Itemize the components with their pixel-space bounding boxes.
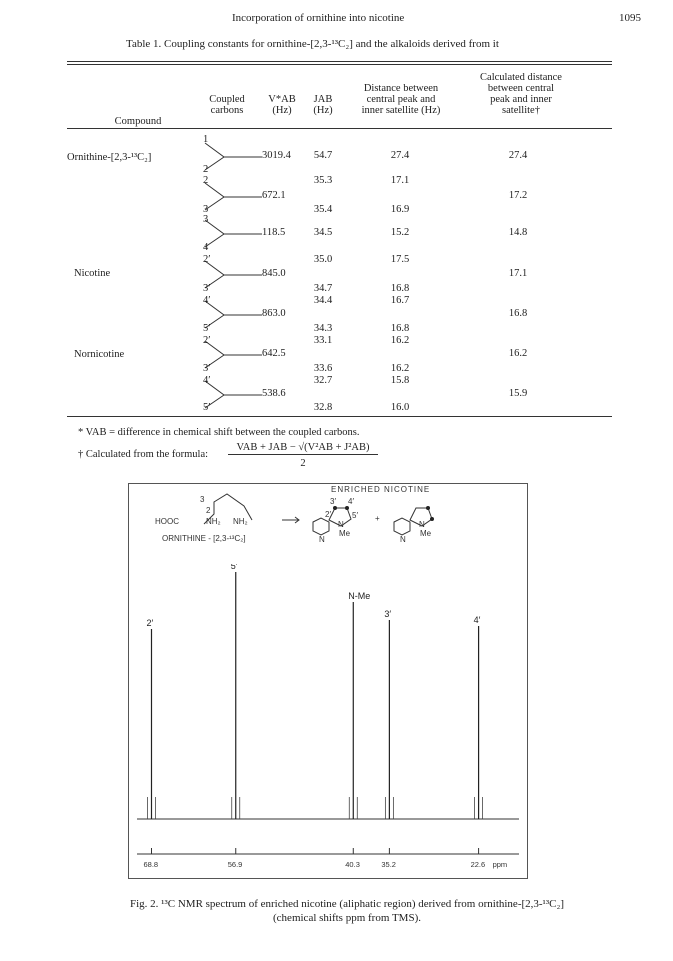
formula-numerator: VAB + JAB − √(V²AB + J²AB)	[228, 442, 378, 455]
carbon-bottom: 4	[203, 242, 209, 253]
scheme-n: N	[419, 520, 425, 529]
header-distance-line1: Distance between	[363, 83, 439, 94]
footnote-dagger: † Calculated from the formula:	[78, 449, 209, 460]
carbon-top: 1	[203, 134, 209, 145]
peak-label: 5′	[230, 564, 238, 571]
carbon-bottom: 5′	[203, 323, 211, 334]
scheme-me: Me	[339, 529, 351, 538]
scheme-pos: 3	[200, 495, 205, 504]
scheme-me: Me	[420, 529, 432, 538]
peak-label: 4′	[473, 615, 481, 625]
jab-value: 34.5	[313, 227, 333, 238]
header-jab-line2: (Hz)	[313, 105, 333, 116]
header-calculated-line1: Calculated distance	[480, 72, 562, 83]
header-calculated-line4: satellite†	[502, 105, 540, 116]
peak-label: 2′	[146, 618, 154, 628]
jab-value: 35.3	[313, 175, 333, 186]
carbon-top: 2	[203, 175, 209, 186]
calculated-value: 14.8	[508, 227, 528, 238]
enriched-atom	[430, 517, 434, 521]
jab-value: 33.1	[313, 335, 333, 346]
distance-value: 16.2	[390, 335, 410, 346]
compound-name: Nornicotine	[74, 349, 125, 360]
footnote-star: * VAB = difference in chemical shift between the coupled carbons.	[78, 427, 360, 438]
jab-value: 34.3	[313, 323, 333, 334]
carbon-bottom: 5′	[203, 402, 211, 413]
axis-tick-label: 68.8	[143, 860, 159, 869]
reaction-scheme	[129, 484, 527, 564]
scheme-nh2: NH₂	[233, 517, 248, 526]
vab-value: 118.5	[262, 227, 286, 238]
calculated-value: 27.4	[508, 150, 528, 161]
axis-tick-label: 56.9	[227, 860, 243, 869]
scheme-nh2: NH₂	[206, 517, 221, 526]
distance-value: 27.4	[390, 150, 410, 161]
header-compound: Compound	[114, 116, 162, 127]
calculated-value: 17.2	[508, 190, 528, 201]
axis-unit: ppm	[492, 860, 508, 869]
carbon-bottom: 3′	[203, 283, 211, 294]
header-calculated-line2: between central	[487, 83, 555, 94]
distance-value: 16.7	[390, 295, 410, 306]
running-head: Incorporation of ornithine into nicotine	[232, 12, 405, 24]
peak-label: 3′	[384, 609, 392, 619]
nmr-figure	[128, 483, 528, 879]
enriched-atom	[345, 506, 349, 510]
scheme-plus: +	[375, 514, 380, 523]
distance-value: 15.8	[390, 375, 410, 386]
scheme-pos: 3′	[330, 497, 336, 506]
axis-tick-label: 35.2	[381, 860, 396, 869]
scheme-pos: 4′	[348, 497, 354, 506]
header-vab-line2: (Hz)	[272, 105, 292, 116]
jab-value: 54.7	[313, 150, 333, 161]
vab-value: 845.0	[262, 268, 286, 279]
scheme-title: ENRICHED NICOTINE	[331, 485, 431, 494]
figure-caption	[92, 897, 602, 925]
distance-value: 15.2	[390, 227, 410, 238]
carbon-top: 3	[203, 214, 209, 225]
axis-tick-label: 22.6	[470, 860, 486, 869]
scheme-n: N	[338, 520, 344, 529]
scheme-hooc: HOOC	[155, 517, 179, 526]
jab-value: 33.6	[313, 363, 333, 374]
scheme-n: N	[319, 535, 325, 544]
header-calculated-line3: peak and inner	[490, 94, 552, 105]
vab-value: 672.1	[262, 190, 286, 201]
calculated-value: 15.9	[508, 388, 528, 399]
carbon-top: 2′	[203, 335, 211, 346]
distance-value: 17.5	[390, 254, 410, 265]
jab-value: 35.0	[313, 254, 333, 265]
jab-value: 32.8	[313, 402, 333, 413]
formula-denominator: 2	[300, 458, 306, 469]
vab-value: 642.5	[262, 348, 286, 359]
distance-value: 16.9	[390, 204, 410, 215]
vab-value: 538.6	[262, 388, 286, 399]
header-jab-line1: JAB	[313, 94, 333, 105]
enriched-atom	[426, 506, 430, 510]
distance-value: 16.8	[390, 323, 410, 334]
header-vab-line1: V*AB	[268, 94, 296, 105]
carbon-top: 4′	[203, 375, 211, 386]
distance-value: 16.0	[390, 402, 410, 413]
carbon-bottom: 3′	[203, 363, 211, 374]
scheme-pos: 2	[206, 506, 211, 515]
vab-value: 3019.4	[262, 150, 291, 161]
calculated-value: 17.1	[508, 268, 528, 279]
jab-value: 35.4	[313, 204, 333, 215]
carbon-top: 4′	[203, 295, 211, 306]
compound-name: Ornithine-[2,3-¹³C₂]	[67, 152, 152, 163]
jab-value: 34.4	[313, 295, 333, 306]
page-number: 1095	[619, 12, 641, 24]
header-coupled-line1: Coupled	[209, 94, 245, 105]
jab-value: 32.7	[313, 375, 333, 386]
distance-value: 16.8	[390, 283, 410, 294]
vab-value: 863.0	[262, 308, 286, 319]
scheme-n: N	[400, 535, 406, 544]
distance-value: 16.2	[390, 363, 410, 374]
nmr-spectrum	[129, 564, 527, 878]
scheme-pos: 5′	[352, 511, 358, 520]
header-distance-line2: central peak and	[366, 94, 436, 105]
pyridine-ring	[313, 518, 329, 535]
jab-value: 34.7	[313, 283, 333, 294]
carbon-bottom: 3	[203, 204, 209, 215]
calculated-value: 16.8	[508, 308, 528, 319]
peak-label: N-Me	[348, 591, 371, 601]
compound-name: Nicotine	[74, 268, 111, 279]
carbon-bottom: 2	[203, 164, 209, 175]
scheme-pos: 2′	[325, 510, 331, 519]
distance-value: 17.1	[390, 175, 410, 186]
header-coupled-line2: carbons	[210, 105, 244, 116]
header-distance-line3: inner satellite (Hz)	[361, 105, 441, 116]
figure-caption-line2: (chemical shifts ppm from TMS).	[273, 912, 421, 924]
pyridine-ring	[394, 518, 410, 535]
axis-tick-label: 40.3	[345, 860, 360, 869]
calculated-value: 16.2	[508, 348, 528, 359]
carbon-top: 2′	[203, 254, 211, 265]
table-caption: Table 1. Coupling constants for ornithine-[2,3-¹³C₂] and the alkaloids derived from it	[126, 38, 499, 50]
scheme-substrate-label: ORNITHINE - [2,3-¹³C₂]	[162, 534, 246, 543]
enriched-atom	[333, 506, 337, 510]
figure-caption-line1: Fig. 2. ¹³C NMR spectrum of enriched nicotine (aliphatic region) derived from ornithine-[2,3-¹³C₂]	[129, 898, 564, 910]
